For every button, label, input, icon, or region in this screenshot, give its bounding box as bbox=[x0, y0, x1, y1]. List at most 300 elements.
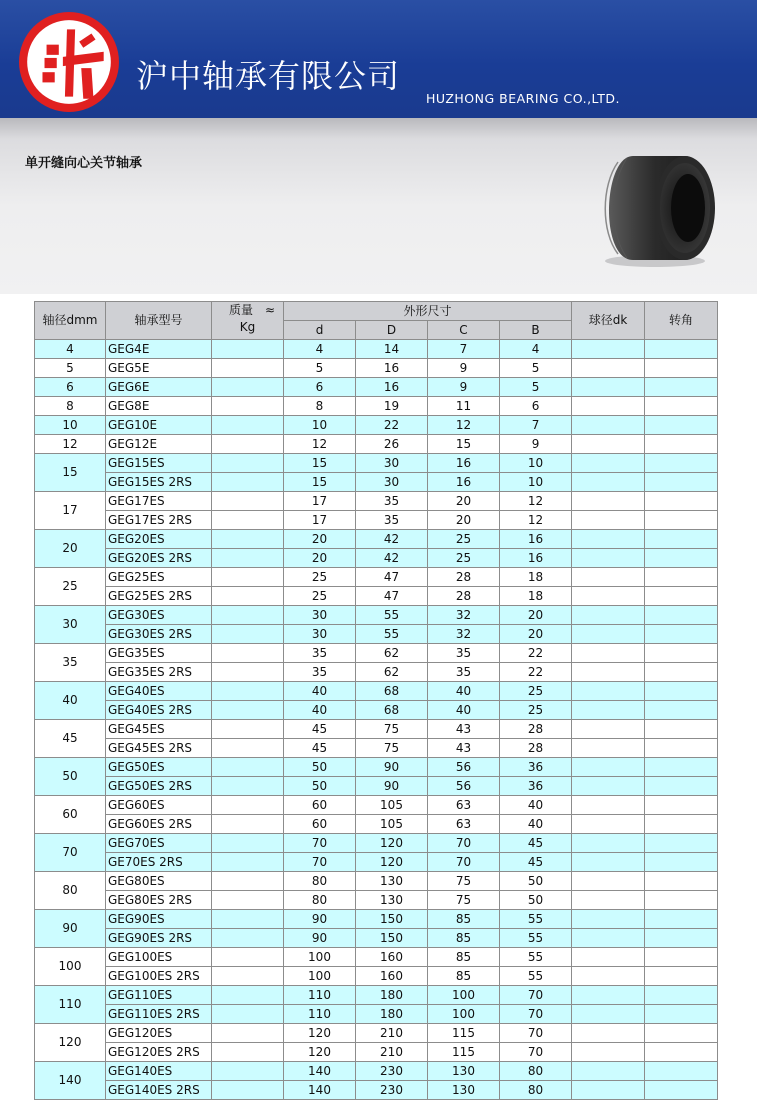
cell-d: 90 bbox=[284, 910, 356, 929]
cell-C: 11 bbox=[428, 397, 500, 416]
cell-angle bbox=[645, 473, 718, 492]
cell-D: 180 bbox=[356, 986, 428, 1005]
cell-shaft: 90 bbox=[35, 910, 106, 948]
cell-C: 20 bbox=[428, 492, 500, 511]
header-D: D bbox=[356, 321, 428, 340]
product-title: 单开缝向心关节轴承 bbox=[25, 156, 143, 171]
cell-C: 130 bbox=[428, 1081, 500, 1100]
cell-dk bbox=[572, 511, 645, 530]
cell-dk bbox=[572, 1081, 645, 1100]
table-row bbox=[35, 777, 718, 796]
cell-model: GEG5E bbox=[106, 359, 212, 378]
cell-dk bbox=[572, 568, 645, 587]
cell-D: 47 bbox=[356, 587, 428, 606]
cell-dk bbox=[572, 891, 645, 910]
cell-C: 28 bbox=[428, 568, 500, 587]
cell-D: 130 bbox=[356, 872, 428, 891]
cell-mass bbox=[212, 1081, 284, 1100]
specs-table-wrapper bbox=[34, 301, 718, 1100]
cell-angle bbox=[645, 682, 718, 701]
cell-D: 30 bbox=[356, 454, 428, 473]
cell-mass bbox=[212, 1062, 284, 1081]
cell-mass bbox=[212, 397, 284, 416]
cell-C: 85 bbox=[428, 929, 500, 948]
cell-B: 50 bbox=[500, 872, 572, 891]
table-row bbox=[35, 682, 718, 701]
cell-model: GEG110ES bbox=[106, 986, 212, 1005]
cell-C: 63 bbox=[428, 815, 500, 834]
cell-B: 12 bbox=[500, 492, 572, 511]
cell-C: 40 bbox=[428, 682, 500, 701]
bearing-specs-table bbox=[34, 301, 718, 1100]
cell-C: 75 bbox=[428, 891, 500, 910]
cell-mass bbox=[212, 340, 284, 359]
cell-model: GE70ES 2RS bbox=[106, 853, 212, 872]
cell-angle bbox=[645, 606, 718, 625]
cell-D: 120 bbox=[356, 853, 428, 872]
cell-B: 80 bbox=[500, 1081, 572, 1100]
cell-shaft: 12 bbox=[35, 435, 106, 454]
cell-C: 115 bbox=[428, 1043, 500, 1062]
cell-model: GEG80ES 2RS bbox=[106, 891, 212, 910]
header-C: C bbox=[428, 321, 500, 340]
cell-D: 150 bbox=[356, 929, 428, 948]
cell-mass bbox=[212, 530, 284, 549]
table-row bbox=[35, 1081, 718, 1100]
cell-dk bbox=[572, 1005, 645, 1024]
cell-B: 18 bbox=[500, 568, 572, 587]
cell-D: 150 bbox=[356, 910, 428, 929]
cell-D: 30 bbox=[356, 473, 428, 492]
cell-angle bbox=[645, 739, 718, 758]
cell-C: 16 bbox=[428, 473, 500, 492]
cell-angle bbox=[645, 1081, 718, 1100]
cell-B: 55 bbox=[500, 929, 572, 948]
cell-C: 43 bbox=[428, 720, 500, 739]
cell-angle bbox=[645, 435, 718, 454]
cell-B: 45 bbox=[500, 834, 572, 853]
cell-dk bbox=[572, 948, 645, 967]
cell-mass bbox=[212, 986, 284, 1005]
cell-dk bbox=[572, 796, 645, 815]
cell-B: 9 bbox=[500, 435, 572, 454]
cell-mass bbox=[212, 739, 284, 758]
cell-dk bbox=[572, 720, 645, 739]
cell-d: 90 bbox=[284, 929, 356, 948]
cell-B: 20 bbox=[500, 625, 572, 644]
cell-B: 36 bbox=[500, 758, 572, 777]
cell-model: GEG50ES bbox=[106, 758, 212, 777]
cell-mass bbox=[212, 948, 284, 967]
cell-model: GEG17ES 2RS bbox=[106, 511, 212, 530]
cell-D: 105 bbox=[356, 796, 428, 815]
cell-model: GEG12E bbox=[106, 435, 212, 454]
cell-model: GEG90ES bbox=[106, 910, 212, 929]
cell-angle bbox=[645, 872, 718, 891]
cell-C: 56 bbox=[428, 777, 500, 796]
cell-mass bbox=[212, 435, 284, 454]
cell-d: 70 bbox=[284, 834, 356, 853]
cell-C: 35 bbox=[428, 644, 500, 663]
cell-mass bbox=[212, 891, 284, 910]
cell-d: 20 bbox=[284, 530, 356, 549]
cell-d: 140 bbox=[284, 1062, 356, 1081]
cell-D: 19 bbox=[356, 397, 428, 416]
cell-angle bbox=[645, 948, 718, 967]
cell-D: 16 bbox=[356, 378, 428, 397]
cell-d: 35 bbox=[284, 644, 356, 663]
cell-B: 16 bbox=[500, 530, 572, 549]
cell-D: 130 bbox=[356, 891, 428, 910]
cell-dk bbox=[572, 872, 645, 891]
cell-C: 32 bbox=[428, 625, 500, 644]
header-dims: 外形尺寸 bbox=[284, 302, 572, 321]
cell-dk bbox=[572, 492, 645, 511]
cell-B: 7 bbox=[500, 416, 572, 435]
cell-C: 115 bbox=[428, 1024, 500, 1043]
cell-angle bbox=[645, 549, 718, 568]
table-row bbox=[35, 416, 718, 435]
cell-shaft: 40 bbox=[35, 682, 106, 720]
cell-angle bbox=[645, 701, 718, 720]
cell-mass bbox=[212, 682, 284, 701]
cell-model: GEG4E bbox=[106, 340, 212, 359]
cell-model: GEG80ES bbox=[106, 872, 212, 891]
cell-B: 10 bbox=[500, 454, 572, 473]
cell-angle bbox=[645, 625, 718, 644]
cell-C: 35 bbox=[428, 663, 500, 682]
cell-mass bbox=[212, 663, 284, 682]
cell-angle bbox=[645, 568, 718, 587]
table-row bbox=[35, 834, 718, 853]
cell-model: GEG70ES bbox=[106, 834, 212, 853]
cell-angle bbox=[645, 910, 718, 929]
cell-C: 9 bbox=[428, 378, 500, 397]
cell-mass bbox=[212, 872, 284, 891]
table-row bbox=[35, 549, 718, 568]
cell-mass bbox=[212, 587, 284, 606]
cell-B: 10 bbox=[500, 473, 572, 492]
cell-d: 10 bbox=[284, 416, 356, 435]
cell-mass bbox=[212, 929, 284, 948]
company-name-cn: 沪中轴承有限公司 bbox=[136, 57, 401, 95]
cell-model: GEG30ES bbox=[106, 606, 212, 625]
cell-shaft: 5 bbox=[35, 359, 106, 378]
cell-B: 4 bbox=[500, 340, 572, 359]
table-row bbox=[35, 1005, 718, 1024]
cell-C: 70 bbox=[428, 834, 500, 853]
cell-model: GEG140ES 2RS bbox=[106, 1081, 212, 1100]
table-row bbox=[35, 1043, 718, 1062]
cell-dk bbox=[572, 644, 645, 663]
cell-shaft: 100 bbox=[35, 948, 106, 986]
cell-model: GEG140ES bbox=[106, 1062, 212, 1081]
cell-model: GEG45ES 2RS bbox=[106, 739, 212, 758]
cell-C: 16 bbox=[428, 454, 500, 473]
bearing-product-image bbox=[593, 146, 723, 270]
cell-d: 50 bbox=[284, 777, 356, 796]
cell-B: 70 bbox=[500, 986, 572, 1005]
cell-model: GEG110ES 2RS bbox=[106, 1005, 212, 1024]
table-row bbox=[35, 891, 718, 910]
cell-dk bbox=[572, 834, 645, 853]
cell-C: 40 bbox=[428, 701, 500, 720]
cell-angle bbox=[645, 777, 718, 796]
cell-mass bbox=[212, 910, 284, 929]
cell-model: GEG25ES 2RS bbox=[106, 587, 212, 606]
cell-d: 5 bbox=[284, 359, 356, 378]
cell-C: 43 bbox=[428, 739, 500, 758]
cell-d: 15 bbox=[284, 473, 356, 492]
cell-C: 85 bbox=[428, 910, 500, 929]
cell-dk bbox=[572, 473, 645, 492]
cell-D: 230 bbox=[356, 1062, 428, 1081]
cell-d: 40 bbox=[284, 682, 356, 701]
table-row bbox=[35, 397, 718, 416]
cell-d: 120 bbox=[284, 1043, 356, 1062]
cell-d: 80 bbox=[284, 872, 356, 891]
cell-B: 25 bbox=[500, 682, 572, 701]
cell-mass bbox=[212, 853, 284, 872]
cell-angle bbox=[645, 758, 718, 777]
cell-B: 16 bbox=[500, 549, 572, 568]
cell-D: 120 bbox=[356, 834, 428, 853]
table-row bbox=[35, 739, 718, 758]
cell-mass bbox=[212, 1024, 284, 1043]
cell-model: GEG120ES bbox=[106, 1024, 212, 1043]
table-row bbox=[35, 587, 718, 606]
cell-d: 25 bbox=[284, 568, 356, 587]
cell-angle bbox=[645, 1062, 718, 1081]
cell-angle bbox=[645, 397, 718, 416]
cell-model: GEG100ES 2RS bbox=[106, 967, 212, 986]
cell-dk bbox=[572, 587, 645, 606]
cell-B: 6 bbox=[500, 397, 572, 416]
table-row bbox=[35, 853, 718, 872]
table-row bbox=[35, 910, 718, 929]
cell-model: GEG100ES bbox=[106, 948, 212, 967]
cell-angle bbox=[645, 1043, 718, 1062]
cell-D: 62 bbox=[356, 644, 428, 663]
cell-C: 15 bbox=[428, 435, 500, 454]
cell-mass bbox=[212, 359, 284, 378]
cell-dk bbox=[572, 758, 645, 777]
cell-angle bbox=[645, 587, 718, 606]
cell-d: 12 bbox=[284, 435, 356, 454]
cell-D: 180 bbox=[356, 1005, 428, 1024]
cell-D: 47 bbox=[356, 568, 428, 587]
cell-dk bbox=[572, 340, 645, 359]
cell-B: 45 bbox=[500, 853, 572, 872]
cell-D: 35 bbox=[356, 492, 428, 511]
cell-B: 28 bbox=[500, 720, 572, 739]
header-model: 轴承型号 bbox=[106, 302, 212, 340]
cell-D: 22 bbox=[356, 416, 428, 435]
cell-angle bbox=[645, 929, 718, 948]
cell-model: GEG8E bbox=[106, 397, 212, 416]
cell-d: 40 bbox=[284, 701, 356, 720]
cell-d: 120 bbox=[284, 1024, 356, 1043]
cell-shaft: 10 bbox=[35, 416, 106, 435]
cell-d: 100 bbox=[284, 967, 356, 986]
cell-dk bbox=[572, 986, 645, 1005]
table-row bbox=[35, 568, 718, 587]
table-row bbox=[35, 967, 718, 986]
cell-B: 28 bbox=[500, 739, 572, 758]
cell-B: 22 bbox=[500, 644, 572, 663]
cell-angle bbox=[645, 644, 718, 663]
cell-d: 17 bbox=[284, 511, 356, 530]
cell-B: 20 bbox=[500, 606, 572, 625]
table-row bbox=[35, 758, 718, 777]
table-row bbox=[35, 796, 718, 815]
cell-d: 17 bbox=[284, 492, 356, 511]
header-banner bbox=[0, 0, 757, 118]
cell-mass bbox=[212, 511, 284, 530]
cell-d: 50 bbox=[284, 758, 356, 777]
company-logo bbox=[18, 11, 120, 113]
cell-shaft: 35 bbox=[35, 644, 106, 682]
cell-d: 45 bbox=[284, 739, 356, 758]
table-row bbox=[35, 606, 718, 625]
cell-d: 6 bbox=[284, 378, 356, 397]
table-row bbox=[35, 986, 718, 1005]
cell-C: 56 bbox=[428, 758, 500, 777]
cell-angle bbox=[645, 815, 718, 834]
cell-d: 25 bbox=[284, 587, 356, 606]
cell-mass bbox=[212, 796, 284, 815]
cell-C: 32 bbox=[428, 606, 500, 625]
cell-dk bbox=[572, 1043, 645, 1062]
cell-B: 18 bbox=[500, 587, 572, 606]
table-row bbox=[35, 929, 718, 948]
table-row bbox=[35, 625, 718, 644]
table-row bbox=[35, 644, 718, 663]
cell-shaft: 20 bbox=[35, 530, 106, 568]
cell-mass bbox=[212, 777, 284, 796]
table-row bbox=[35, 435, 718, 454]
cell-model: GEG6E bbox=[106, 378, 212, 397]
header-B: B bbox=[500, 321, 572, 340]
cell-angle bbox=[645, 853, 718, 872]
cell-model: GEG30ES 2RS bbox=[106, 625, 212, 644]
cell-angle bbox=[645, 1024, 718, 1043]
cell-dk bbox=[572, 416, 645, 435]
cell-angle bbox=[645, 891, 718, 910]
cell-model: GEG90ES 2RS bbox=[106, 929, 212, 948]
cell-dk bbox=[572, 739, 645, 758]
cell-shaft: 120 bbox=[35, 1024, 106, 1062]
cell-model: GEG60ES bbox=[106, 796, 212, 815]
cell-d: 30 bbox=[284, 606, 356, 625]
cell-d: 20 bbox=[284, 549, 356, 568]
header-d: d bbox=[284, 321, 356, 340]
header-angle: 转角 bbox=[645, 302, 718, 340]
cell-mass bbox=[212, 758, 284, 777]
cell-D: 75 bbox=[356, 720, 428, 739]
cell-shaft: 80 bbox=[35, 872, 106, 910]
table-row bbox=[35, 454, 718, 473]
cell-dk bbox=[572, 910, 645, 929]
cell-model: GEG15ES 2RS bbox=[106, 473, 212, 492]
cell-model: GEG40ES bbox=[106, 682, 212, 701]
cell-model: GEG35ES bbox=[106, 644, 212, 663]
cell-dk bbox=[572, 929, 645, 948]
header-dk: 球径dk bbox=[572, 302, 645, 340]
table-row bbox=[35, 872, 718, 891]
cell-d: 8 bbox=[284, 397, 356, 416]
cell-shaft: 6 bbox=[35, 378, 106, 397]
cell-shaft: 30 bbox=[35, 606, 106, 644]
cell-model: GEG50ES 2RS bbox=[106, 777, 212, 796]
cell-mass bbox=[212, 834, 284, 853]
cell-shaft: 70 bbox=[35, 834, 106, 872]
cell-model: GEG40ES 2RS bbox=[106, 701, 212, 720]
cell-d: 110 bbox=[284, 986, 356, 1005]
cell-dk bbox=[572, 378, 645, 397]
table-row bbox=[35, 340, 718, 359]
cell-C: 20 bbox=[428, 511, 500, 530]
specs-table-body bbox=[35, 340, 718, 1100]
cell-dk bbox=[572, 663, 645, 682]
cell-B: 55 bbox=[500, 910, 572, 929]
cell-D: 68 bbox=[356, 701, 428, 720]
cell-D: 16 bbox=[356, 359, 428, 378]
cell-B: 5 bbox=[500, 359, 572, 378]
cell-D: 26 bbox=[356, 435, 428, 454]
cell-dk bbox=[572, 435, 645, 454]
cell-C: 85 bbox=[428, 948, 500, 967]
cell-D: 90 bbox=[356, 777, 428, 796]
cell-d: 70 bbox=[284, 853, 356, 872]
cell-angle bbox=[645, 454, 718, 473]
product-band bbox=[0, 118, 757, 294]
cell-shaft: 8 bbox=[35, 397, 106, 416]
cell-D: 210 bbox=[356, 1043, 428, 1062]
cell-dk bbox=[572, 682, 645, 701]
cell-mass bbox=[212, 378, 284, 397]
cell-mass bbox=[212, 815, 284, 834]
header-shaft: 轴径dmm bbox=[35, 302, 106, 340]
cell-C: 25 bbox=[428, 530, 500, 549]
cell-D: 55 bbox=[356, 606, 428, 625]
cell-D: 62 bbox=[356, 663, 428, 682]
header-mass bbox=[212, 302, 284, 340]
table-row bbox=[35, 720, 718, 739]
cell-angle bbox=[645, 1005, 718, 1024]
cell-D: 230 bbox=[356, 1081, 428, 1100]
cell-model: GEG20ES 2RS bbox=[106, 549, 212, 568]
cell-d: 80 bbox=[284, 891, 356, 910]
cell-C: 100 bbox=[428, 1005, 500, 1024]
cell-D: 105 bbox=[356, 815, 428, 834]
cell-D: 42 bbox=[356, 549, 428, 568]
cell-model: GEG10E bbox=[106, 416, 212, 435]
cell-shaft: 110 bbox=[35, 986, 106, 1024]
cell-D: 35 bbox=[356, 511, 428, 530]
cell-B: 80 bbox=[500, 1062, 572, 1081]
cell-angle bbox=[645, 796, 718, 815]
cell-C: 85 bbox=[428, 967, 500, 986]
table-row bbox=[35, 492, 718, 511]
cell-dk bbox=[572, 701, 645, 720]
cell-B: 40 bbox=[500, 815, 572, 834]
table-row bbox=[35, 359, 718, 378]
cell-B: 55 bbox=[500, 967, 572, 986]
cell-C: 28 bbox=[428, 587, 500, 606]
cell-angle bbox=[645, 492, 718, 511]
cell-C: 70 bbox=[428, 853, 500, 872]
